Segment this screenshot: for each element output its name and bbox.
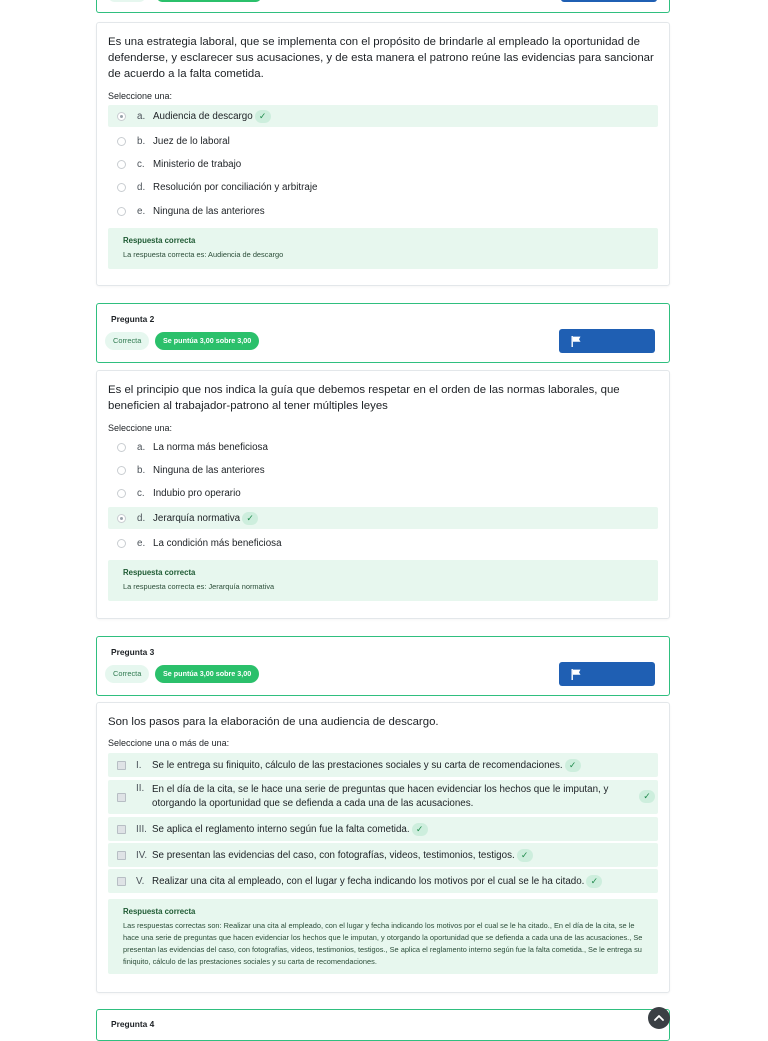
answer-option-c[interactable] [108,482,658,504]
check-icon: ✓ [586,875,602,888]
state-badge: Correcta [105,332,149,350]
answer-option-b[interactable] [108,130,658,152]
option-letter: b. [137,135,146,147]
answer-option-d[interactable] [108,507,658,529]
flag-question-button[interactable] [561,0,657,2]
option-letter: d. [137,181,146,193]
feedback-title: Respuesta correcta [123,568,196,577]
radio-button[interactable] [117,137,126,146]
answer-option-v[interactable] [108,869,658,893]
flag-icon [571,336,581,347]
option-numeral: V. [136,875,145,887]
question-2-header [96,303,670,363]
option-label: Se aplica el reglamento interno según fue la falta cometida. [152,823,410,835]
feedback-title: Respuesta correcta [123,907,196,916]
option-letter: c. [137,487,145,499]
feedback-text: La respuesta correcta es: Jerarquía normativa [123,582,275,591]
radio-button[interactable] [117,183,126,192]
answer-option-e[interactable] [108,532,658,554]
radio-button[interactable] [117,112,126,121]
checkbox[interactable] [117,761,126,770]
scroll-to-top-button[interactable] [648,1007,670,1029]
check-icon: ✓ [255,110,271,123]
feedback-box [108,560,658,601]
state-badge [109,0,145,2]
grade-badge [157,0,261,2]
feedback-box [108,228,658,269]
feedback-text: La respuesta correcta es: Audiencia de descargo [123,250,284,259]
checkbox[interactable] [117,793,126,802]
state-badge: Correcta [105,665,149,683]
question-1-content [96,22,670,286]
option-label: La condición más beneficiosa [153,537,282,549]
question-text: Es el principio que nos indica la guía que debemos respetar en el orden de las normas laborales, que beneficien al trabajador-patrono al tener múltiples leyes [108,384,620,412]
previous-question-header [96,0,670,13]
option-label: Resolución por conciliación y arbitraje [153,181,318,193]
answer-option-d[interactable] [108,176,658,198]
radio-button[interactable] [117,207,126,216]
option-label: Audiencia de descargo [153,110,253,122]
select-prompt: Seleccione una: [108,423,173,433]
option-letter: a. [137,110,146,122]
option-letter: e. [137,537,146,549]
chevron-up-icon [648,1007,670,1029]
radio-button[interactable] [117,539,126,548]
check-icon: ✓ [517,849,533,862]
option-numeral: I. [136,759,142,771]
radio-button[interactable] [117,443,126,452]
option-letter: e. [137,205,146,217]
option-label: Ninguna de las anteriores [153,205,265,217]
option-letter: a. [137,441,146,453]
radio-button[interactable] [117,489,126,498]
question-4-header [96,1009,670,1041]
option-label: Juez de lo laboral [153,135,230,147]
flag-question-button[interactable] [559,329,655,353]
question-text: Son los pasos para la elaboración de una audiencia de descargo. [108,716,439,728]
option-numeral: IV. [136,849,148,861]
select-prompt: Seleccione una o más de una: [108,738,230,748]
answer-option-b[interactable] [108,459,658,481]
answer-option-iii[interactable] [108,817,658,841]
check-icon: ✓ [639,790,655,803]
option-label: Realizar una cita al empleado, con el lugar y fecha indicando los motivos por el cual se le ha citado. [152,875,585,887]
option-label: Ninguna de las anteriores [153,464,265,476]
question-3-header [96,636,670,696]
grade-badge: Se puntúa 3,00 sobre 3,00 [155,665,259,683]
feedback-title: Respuesta correcta [123,236,196,245]
option-label: Ministerio de trabajo [153,158,242,170]
question-number: Pregunta 3 [111,647,155,657]
option-label: Indubio pro operario [153,487,241,499]
answer-option-e[interactable] [108,200,658,222]
checkbox[interactable] [117,851,126,860]
feedback-text: Las respuestas correctas son: Realizar una cita al empleado, con el lugar y fecha indicando los motivos por el cual se le ha citado., En el día de la cita, se le hace una serie de preguntas que hacen evidenciar los hechos que le imputan, y otorgando la oportunidad que se defienda a cada una de las acusaciones., Se presentan las evidencias del caso, con fotografías, videos, testimonios, testigos., Se aplica el reglamento interno según fue la falta cometida., Se le entrega su finiquito, cálculo de las prestaciones sociales y su carta de recomendaciones. [123,921,643,966]
option-letter: d. [137,512,146,524]
flag-question-button[interactable] [559,662,655,686]
option-label: En el día de la cita, se le hace una serie de preguntas que hacen evidenciar los hechos que le imputan, y otorgando la oportunidad que se defienda a cada una de las acusaciones. [152,784,609,809]
option-letter: c. [137,158,145,170]
answer-option-a[interactable] [108,436,658,458]
checkbox[interactable] [117,877,126,886]
question-text: Es una estrategia laboral, que se implementa con el propósito de brindarle al empleado la oportunidad de defenderse, y esclarecer sus acusaciones, y de esta manera el patrono reúne las evidencias para sancionar de acuerdo a la falta cometida. [108,36,654,80]
select-prompt: Seleccione una: [108,91,173,101]
radio-button[interactable] [117,514,126,523]
check-icon: ✓ [565,759,581,772]
question-3-content [96,702,670,993]
check-icon: ✓ [412,823,428,836]
option-label: Se presentan las evidencias del caso, con fotografías, videos, testimonios, testigos. [152,849,515,861]
answer-option-c[interactable] [108,153,658,175]
grade-badge: Se puntúa 3,00 sobre 3,00 [155,332,259,350]
option-numeral: II. [136,783,145,794]
option-numeral: III. [136,823,147,835]
option-label: La norma más beneficiosa [153,441,268,453]
radio-button[interactable] [117,160,126,169]
checkbox[interactable] [117,825,126,834]
feedback-box [108,899,658,974]
answer-option-i[interactable] [108,753,658,777]
question-number: Pregunta 4 [111,1019,155,1029]
check-icon: ✓ [242,512,258,525]
flag-icon [571,669,581,680]
option-label: Jerarquía normativa [153,512,241,524]
answer-option-a[interactable] [108,105,658,127]
option-label: Se le entrega su finiquito, cálculo de las prestaciones sociales y su carta de recomendaciones. [152,759,563,771]
radio-button[interactable] [117,466,126,475]
answer-option-ii[interactable] [108,780,658,814]
option-letter: b. [137,464,146,476]
question-2-content [96,370,670,619]
answer-option-iv[interactable] [108,843,658,867]
question-number: Pregunta 2 [111,314,155,324]
